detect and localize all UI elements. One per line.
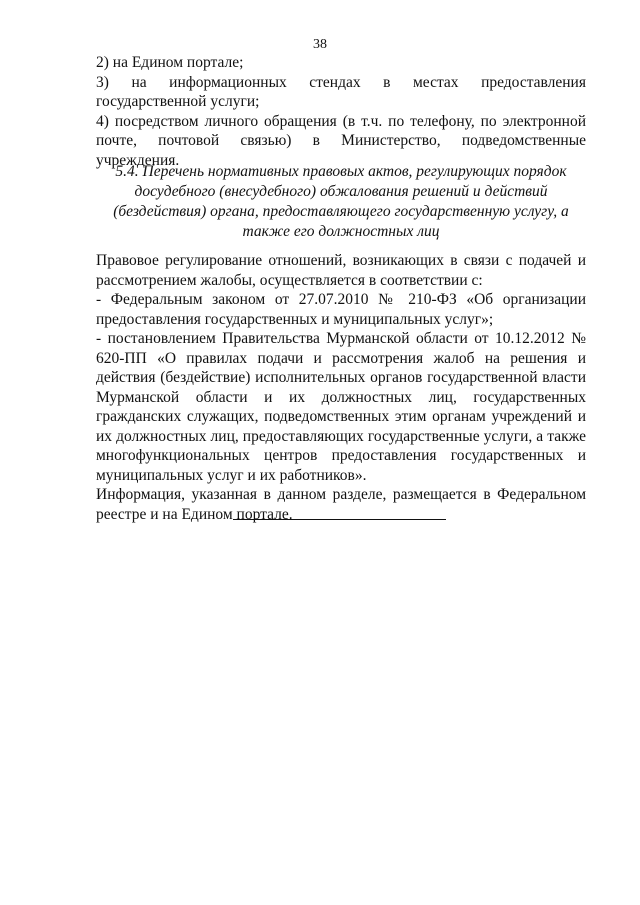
publication-channels-list	[96, 53, 586, 170]
list-item-stands: 3) на информационных стендах в местах предоставления государственной услуги;	[96, 73, 586, 110]
section-body	[96, 251, 586, 524]
law-reference-federal: - Федеральным законом от 27.07.2010 № 210-ФЗ «Об организации предоставления государственных и муниципальных услуг»;	[96, 291, 586, 328]
section-heading: 5.4. Перечень нормативных правовых актов, регулирующих порядок досудебного (внесудебного) обжалования решений и действий (бездействия) органа, предоставляющего государственную услугу, а также его должностных лиц	[113, 163, 569, 240]
list-item-portal: 2) на Едином портале;	[96, 54, 244, 71]
intro-paragraph: Правовое регулирование отношений, возникающих в связи с подачей и рассмотрением жалобы, осуществляется в соответствии с:	[96, 252, 586, 289]
page-number: 38	[313, 37, 327, 52]
closing-paragraph: Информация, указанная в данном разделе, размещается в Федеральном реестре и на Едином портале.	[96, 486, 586, 523]
end-of-document-rule	[233, 519, 446, 520]
law-reference-regional: - постановлением Правительства Мурманской области от 10.12.2012 № 620-ПП «О правилах подачи и рассмотрения жалоб на решения и действия (бездействие) исполнительных органов государственной власти Мурманской области и их должностных лиц, государственных гражданских служащих, подведомственных этим органам учреждений и их должностных лиц, предоставляющих государственные услуги, а также многофункциональных центров предоставления государственных и муниципальных услуг и их работников».	[96, 330, 586, 484]
list-item-personal-appeal: 4) посредством личного обращения (в т.ч. по телефону, по электронной почте, почтовой связью) в Министерство, подведомственные учреждения.	[96, 112, 586, 169]
